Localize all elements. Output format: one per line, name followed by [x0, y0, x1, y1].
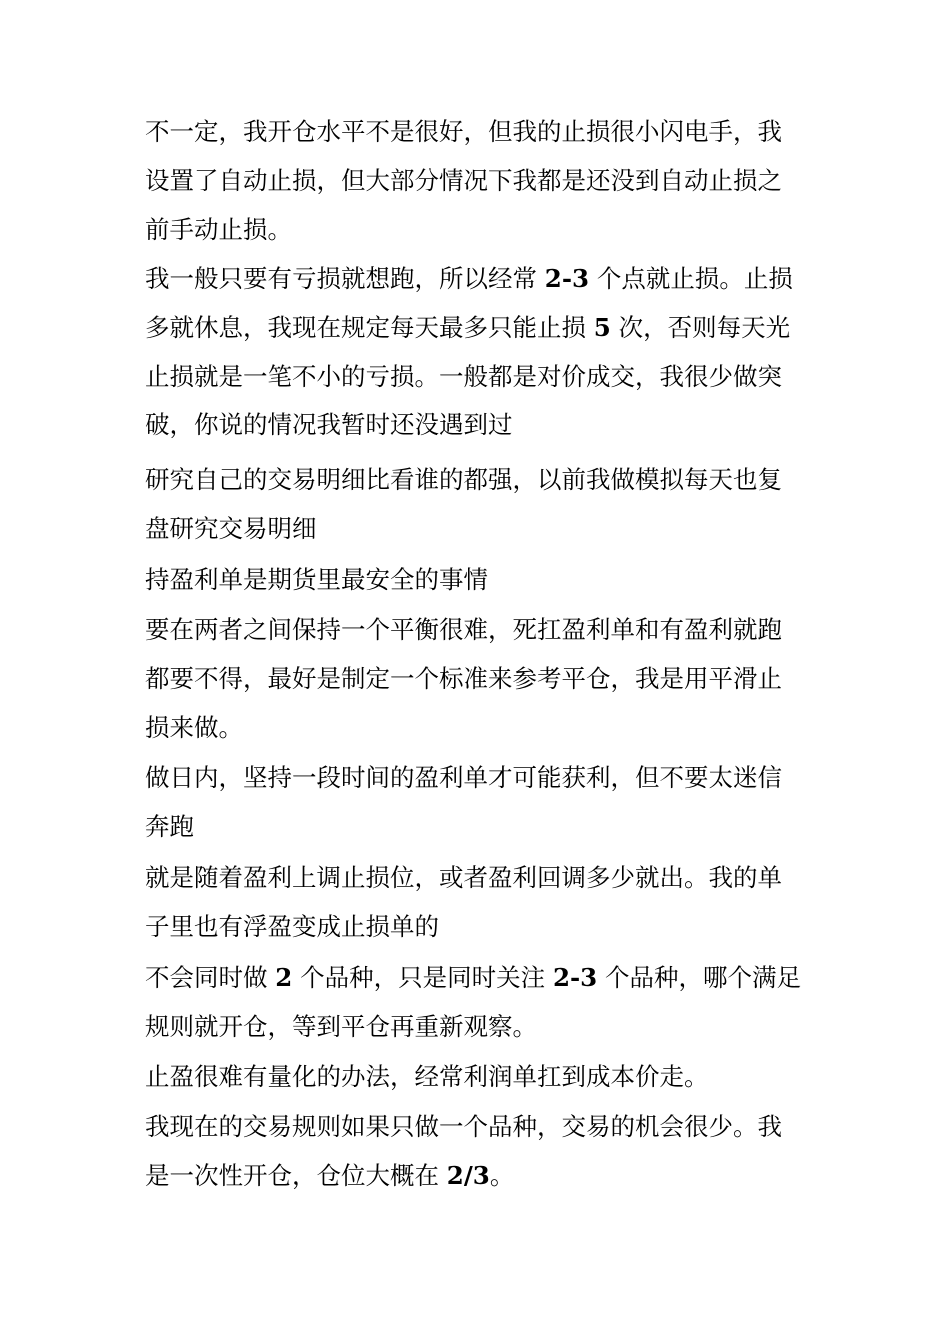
bold-number: 2 — [275, 963, 293, 992]
paragraph-6: 做日内，坚持一段时间的盈利单才可能获利，但不要太迷信 奔跑 — [145, 763, 782, 841]
paragraph-1: 不一定，我开仓水平不是很好，但我的止损很小闪电手，我 设置了自动止损，但大部分情况下我都是还没到自动止损之 前手动止损。 — [145, 117, 782, 244]
paragraph-2: 我一般只要有亏损就想跑，所以经常 2-3 个点就止损。止损 多就休息，我现在规定每天最多只能止损 5 次，否则每天光 止损就是一笔不小的亏损。一般都是对价成交，我很少做突 破，你说的情况我暂时还没遇到过 — [145, 264, 793, 440]
paragraph-7: 就是随着盈利上调止损位，或者盈利回调多少就出。我的单 子里也有浮盈变成止损单的 — [145, 863, 782, 941]
paragraph-4: 持盈利单是期货里最安全的事情 — [145, 565, 488, 594]
bold-number: 2-3 — [544, 264, 590, 293]
paragraph-3: 研究自己的交易明细比看谁的都强，以前我做模拟每天也复 盘研究交易明细 — [145, 465, 782, 543]
paragraph-5: 要在两者之间保持一个平衡很难，死扛盈利单和有盈利就跑 都要不得，最好是制定一个标准来参考平仓，我是用平滑止 损来做。 — [145, 615, 782, 742]
bold-number: 5 — [593, 312, 611, 342]
bold-number: 2/3 — [446, 1160, 490, 1190]
paragraph-10: 我现在的交易规则如果只做一个品种，交易的机会很少。我 是一次性开仓，仓位大概在 2/3。 — [145, 1112, 782, 1190]
bold-number: 2-3 — [552, 963, 598, 992]
paragraph-9: 止盈很难有量化的办法，经常利润单扛到成本价走。 — [145, 1062, 709, 1091]
paragraph-8: 不会同时做 2 个品种，只是同时关注 2-3 个品种，哪个满足 规则就开仓，等到平仓再重新观察。 — [145, 963, 801, 1041]
